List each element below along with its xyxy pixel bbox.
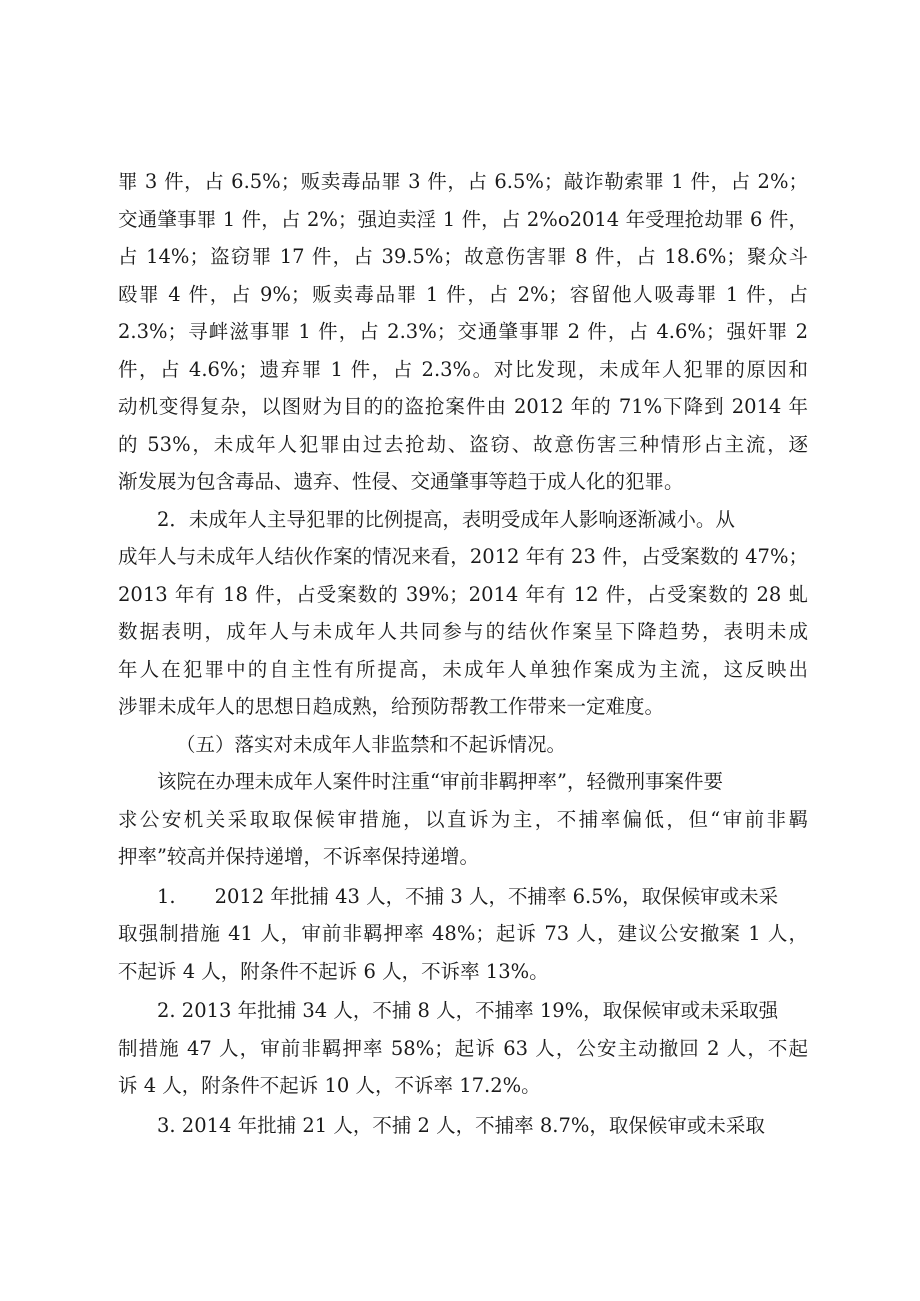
text-line: 交通肇事罪 1 件，占 2%；强迫卖淫 1 件，占 2%o2014 年受理抢劫罪 6 件， [118,207,808,231]
text-line: 的 53%，未成年人犯罪由过去抢劫、盗窃、故意伤害三种情形占主流，逐 [118,432,808,456]
text-line: 取强制措施 41 人，审前非羁押率 48%；起诉 73 人，建议公安撤案 1 人， [118,922,808,945]
text-line: 成年人与未成年人结伙作案的情况来看，2012 年有 23 件，占受案数的 47%； [118,545,808,568]
text-line: 年人在犯罪中的自主性有所提高，未成年人单独作案成为主流，这反映出 [118,657,808,681]
text-line: 制措施 47 人，审前非羁押率 58%；起诉 63 人，公安主动撤回 2 人，不起 [118,1036,808,1060]
text-line: 罪 3 件，占 6.5%；贩卖毒品罪 3 件，占 6.5%；敲诈勒索罪 1 件，占 2%； [118,170,808,193]
text-line: 诉 4 人，附条件不起诉 10 人，不诉率 17.2%。 [118,1074,541,1097]
list-item-first-line: 1. 2012 年批捕 43 人，不捕 3 人，不捕率 6.5%，取保候审或未采 [157,884,779,908]
text-line: 数据表明，成年人与未成年人共同参与的结伙作案呈下降趋势，表明未成 [118,620,808,643]
text-line: 件，占 4.6%；遗弃罪 1 件，占 2.3%。对比发现，未成年人犯罪的原因和 [118,357,808,381]
section-heading: （五）落实对未成年人非监禁和不起诉情况。 [176,732,567,756]
paragraph-first-line: 该院在办理未成年人案件时注重“审前非羁押率”，轻微刑事案件要 [157,770,723,793]
text-line: 渐发展为包含毒品、遗弃、性侵、交通肇事等趋于成人化的犯罪。 [118,470,684,493]
text-line: 不起诉 4 人，附条件不起诉 6 人，不诉率 13%。 [118,959,549,983]
text-line: 2.3%；寻衅滋事罪 1 件，占 2.3%；交通肇事罪 2 件，占 4.6%；强奸罪 2 [118,320,808,343]
paragraph-first-line: 2．未成年人主导犯罪的比例提高，表明受成年人影响逐渐减小。从 [157,507,735,531]
list-item-first-line: 3. 2014 年批捕 21 人，不捕 2 人，不捕率 8.7%，取保候审或未采取 [157,1113,765,1137]
text-line: 占 14%；盗窃罪 17 件，占 39.5%；故意伤害罪 8 件，占 18.6%；聚众斗 [118,245,808,268]
document-body [118,163,808,1144]
list-item-first-line: 2. 2013 年批捕 34 人，不捕 8 人，不捕率 19%，取保候审或未采取强 [157,999,779,1022]
text-line: 2013 年有 18 件，占受案数的 39%；2014 年有 12 件，占受案数的 28 虬 [118,582,808,606]
text-line: 殴罪 4 件，占 9%；贩卖毒品罪 1 件，占 2%；容留他人吸毒罪 1 件，占 [118,282,808,306]
text-line: 押率”较高并保持递增，不诉率保持递增。 [118,845,479,868]
text-line: 涉罪未成年人的思想日趋成熟，给预防帮教工作带来一定难度。 [118,695,665,718]
text-line: 动机变得复杂，以图财为目的的盗抢案件由 2012 年的 71%下降到 2014 年 [118,395,808,418]
text-line: 求公安机关采取取保候审措施，以直诉为主，不捕率偏低，但“审前非羁 [118,807,808,831]
